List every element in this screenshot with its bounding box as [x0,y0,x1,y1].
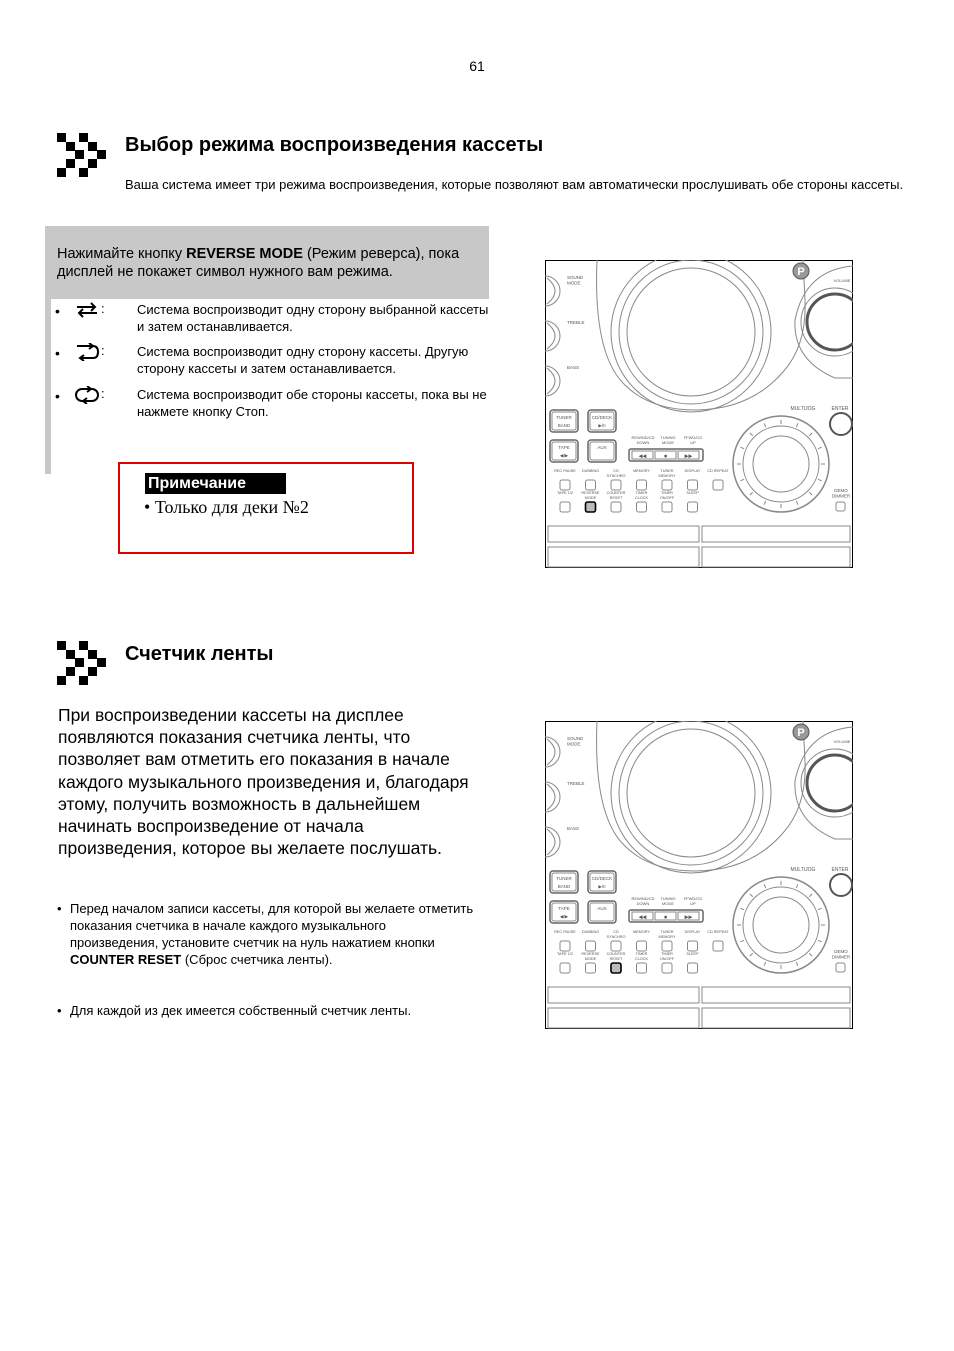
note-box [118,462,414,554]
transport-symbol: ▶▶ [684,453,693,460]
note-item: • Только для деки №2 [144,497,309,517]
mode-item: • : Система воспроизводит обе стороны кассеты, пока вы не нажмете кнопку Стоп. [55,386,487,419]
transport-label: TUNING MODE [660,435,676,445]
multijog-label: MULTIJOG [790,867,816,873]
panel-button-sub: ◀/▶ [559,453,569,458]
row1-label: CD REPEAT [707,469,729,473]
knob-label: SOUND MODE [567,736,584,747]
row2-label: REVERSE MODE [581,491,600,500]
row1-label: MEMORY [632,469,651,473]
panel-button-label: TUNER [556,415,572,420]
row2-label: TAPE 1/2 [557,952,573,956]
row1-label: CD SYNCHRO [606,930,626,939]
enter-label: ENTER [831,867,849,873]
knob-label: BASS [567,365,580,370]
transport-symbol: ■ [663,453,668,460]
transport-label: REWIND/CD DOWN [631,896,655,906]
intro-paragraph: Ваша система имеет три режима воспроизведения, которые позволяют вам автоматически прослушивать обе стороны кассеты. [125,177,904,192]
row2-label: TIMER ON/OFF [659,491,675,500]
row2-label: COUNTER RESET [606,491,626,500]
row1-label: MEMORY [632,930,651,934]
knob-label: TREBLE [567,781,585,786]
highlighted-button [611,963,621,973]
demo-label: DEMO DIMMER [831,488,851,499]
row1-label: DUBBING [581,469,600,473]
volume-label: VOLUME [833,739,851,744]
panel-button-label: TAPE [558,906,570,911]
panel-button-sub: ◀/▶ [559,914,569,919]
instruction-side-bar [45,299,51,474]
multijog-label: MULTIJOG [790,406,816,412]
panel-button-sub: ▶/II [598,884,606,889]
highlighted-button [586,502,596,512]
row1-label: TUNER MEMORY [658,469,676,478]
row2-label: COUNTER RESET [606,952,626,961]
page-number: 61 [469,58,485,74]
panel-button-sub: ▶/II [598,423,606,428]
row1-label: CD SYNCHRO [606,469,626,478]
row2-label: TIMER CLOCK [634,491,649,500]
knob-label: BASS [567,826,580,831]
logo-letter: P [797,266,805,278]
mode-item: • : Система воспроизводит одну сторону кассеты. Другую сторону кассеты и затем останавливается. [55,343,469,376]
panel-button-sub: BAND [557,884,571,889]
transport-label: REWIND/CD DOWN [631,435,655,445]
volume-label: VOLUME [833,278,851,283]
instruction-text: Нажимайте кнопку REVERSE MODE (Режим реверса), пока дисплей не покажет символ нужного вам режима. [57,246,460,280]
both-sides-once-icon [73,343,101,361]
transport-symbol: ▶▶ [684,914,693,921]
row2-label: TIMER CLOCK [634,952,649,961]
device-illustration [545,260,853,568]
enter-label: ENTER [831,406,849,412]
transport-label: FFWD/CD UP [683,435,703,445]
row2-label: TAPE 1/2 [557,491,573,495]
row1-label: TUNER MEMORY [658,930,676,939]
panel-button-label: CD/DECK [591,415,613,420]
row1-label: CD REPEAT [707,930,729,934]
row2-label: SLEEP [686,491,699,495]
section-title: Выбор режима воспроизведения кассеты [125,134,544,156]
one-side-icon [73,301,101,319]
demo-label: DEMO DIMMER [831,949,851,960]
section-chevron-icon [57,133,109,177]
section-title: Счетчик ленты [125,643,274,665]
knob-label: TREBLE [567,320,585,325]
bullet-item: • Перед началом записи кассеты, для которой вы желаете отметить показания счетчика в начале каждого музыкального произведения, установите счетчик на нуль нажатием кнопки COUNTER RESET (Сброс счетчика ленты). [57,900,477,968]
panel-button-label: CD/DECK [591,876,613,881]
mode-item: • : Система воспроизводит одну сторону выбранной кассеты и затем останавливается. [55,301,489,334]
panel-button-label: AUX [597,906,607,911]
device-frame [546,261,853,568]
device-frame [546,722,853,1029]
transport-symbol: ◀◀ [638,914,647,921]
logo-letter: P [797,727,805,739]
transport-symbol: ◀◀ [638,453,647,460]
row2-label: SLEEP [686,952,699,956]
panel-button-label: TAPE [558,445,570,450]
row2-label: REVERSE MODE [581,952,600,961]
tape-counter-paragraph: При воспроизведении кассеты на дисплее появляются показания счетчика ленты, что позволяет вам отметить его показания в начале каждого музыкального произведения и, благодаря этому, получить возможность в дальнейшем начинать воспроизведение от начала произведения, которое вы желаете послушать. [58,705,469,859]
panel-button-label: TUNER [556,876,572,881]
row1-label: REC PAUSE [554,469,576,473]
section-chevron-icon [57,641,109,685]
row1-label: DISPLAY [684,469,701,473]
row1-label: DUBBING [581,930,600,934]
note-title: Примечание [145,473,286,494]
transport-label: FFWD/CD UP [683,896,703,906]
transport-label: TUNING MODE [660,896,676,906]
panel-button-label: AUX [597,445,607,450]
row1-label: REC PAUSE [554,930,576,934]
panel-button-sub: BAND [557,423,571,428]
continuous-repeat-icon [73,386,101,404]
bullet-item: • Для каждой из дек имеется собственный счетчик ленты. [57,1002,477,1019]
row1-label: DISPLAY [684,930,701,934]
row2-label: TIMER ON/OFF [659,952,675,961]
device-illustration [545,721,853,1029]
instruction-box [45,226,489,299]
knob-label: SOUND MODE [567,275,584,286]
transport-symbol: ■ [663,914,668,921]
